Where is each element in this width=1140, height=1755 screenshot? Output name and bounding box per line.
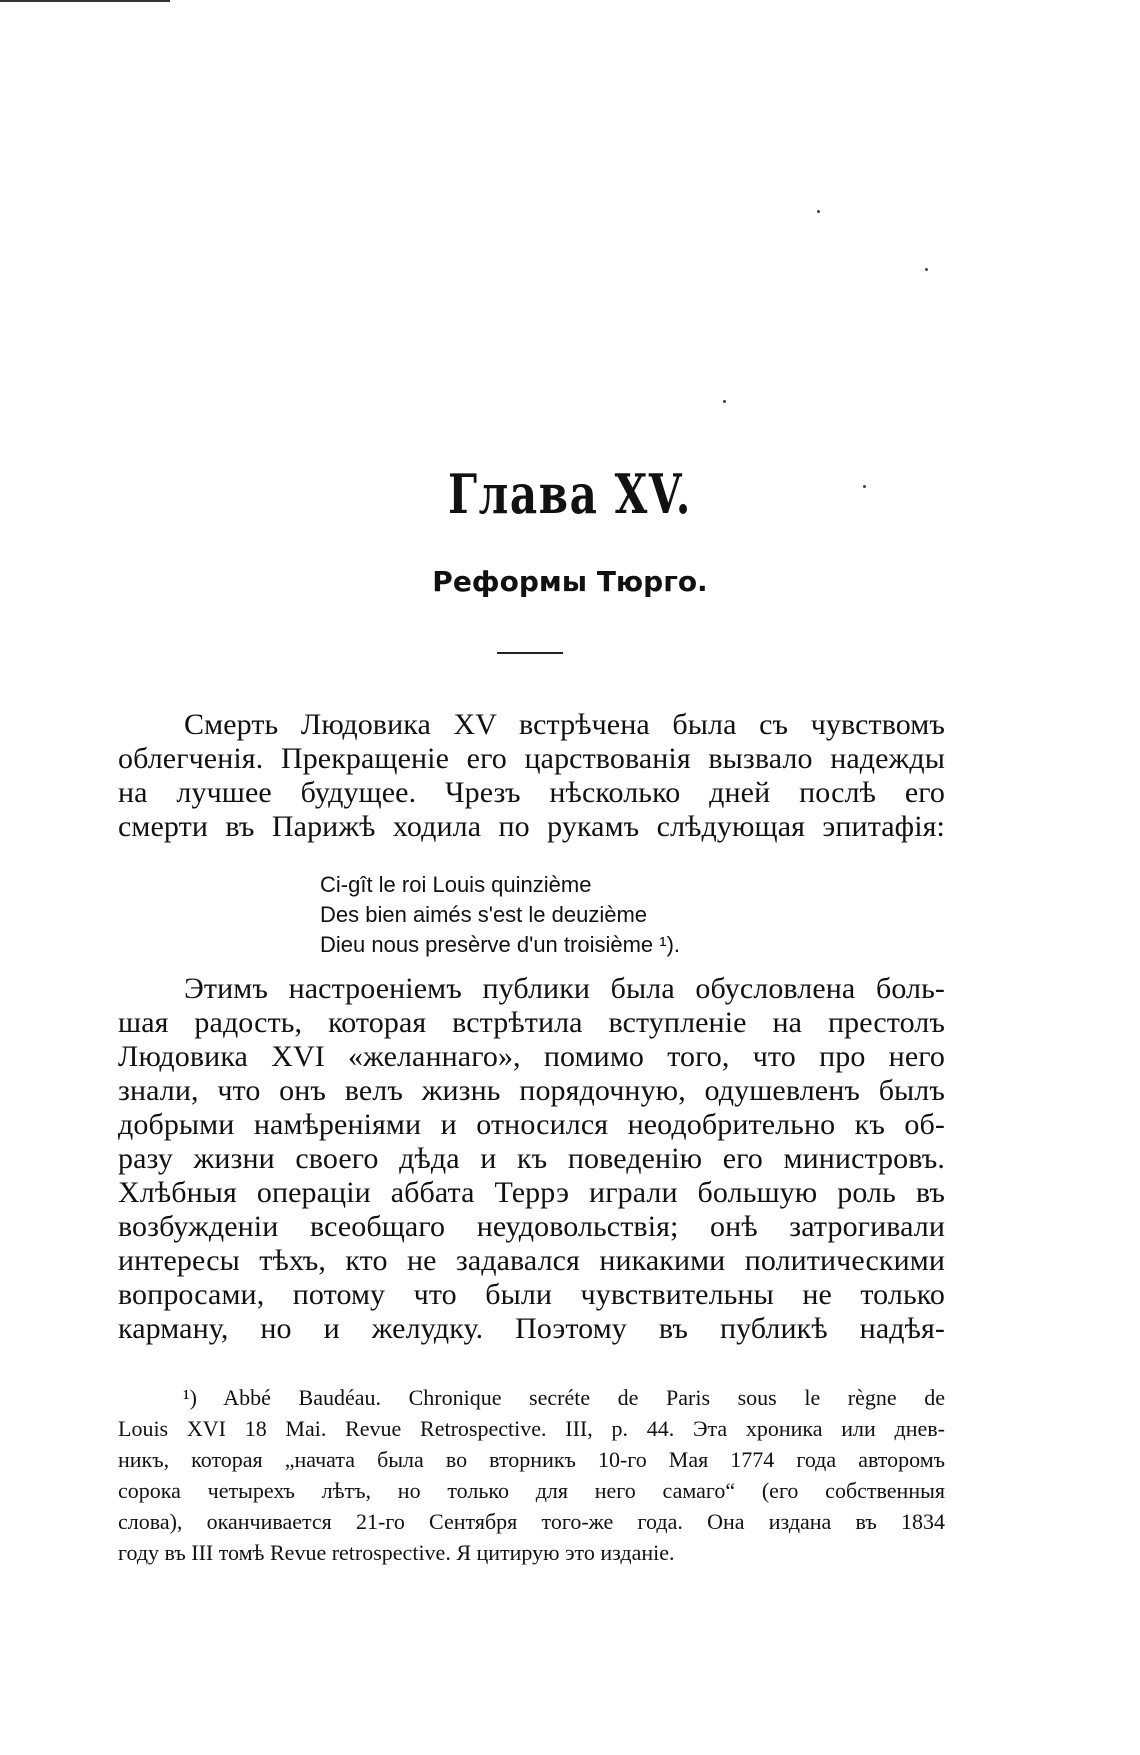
footnote-line: сорока четырехъ лѣтъ, но только для него самаго“ (его собственныя <box>118 1478 945 1503</box>
footnote-line: Louis XVI 18 Mai. Revue Retrospective. III, p. 44. Эта хроника или днев- <box>118 1416 945 1441</box>
paragraph-line: Хлѣбныя операціи аббата Террэ играли большую роль въ <box>118 1176 945 1209</box>
paragraph-2 <box>118 972 945 1346</box>
paragraph-line: карману, но и желудку. Поэтому въ публикѣ надѣя- <box>118 1312 945 1345</box>
title-divider <box>497 652 563 654</box>
paragraph-line: шая радость, которая встрѣтила вступленіе на престолъ <box>118 1006 945 1039</box>
paragraph-line: знали, что онъ велъ жизнь порядочную, одушевленъ былъ <box>118 1074 945 1107</box>
paragraph-line: Этимъ настроеніемъ публики была обусловлена боль- <box>184 972 945 1005</box>
verse-line: Ci-gît le roi Louis quinzième <box>320 872 592 897</box>
paragraph-line: возбужденіи всеобщаго неудовольствія; онѣ затрогивали <box>118 1210 945 1243</box>
chapter-title: Глава XV. <box>448 462 692 526</box>
top-edge-rule <box>0 0 170 2</box>
paragraph-line: интересы тѣхъ, кто не задавался никакими политическими <box>118 1244 945 1277</box>
epitaph-verse <box>320 870 680 960</box>
paragraph-1 <box>118 708 945 844</box>
paragraph-line: разу жизни своего дѣда и къ поведенію его министровъ. <box>118 1142 945 1175</box>
footnote-line: году въ III томѣ Revue retrospective. Я цитирую это изданіе. <box>118 1540 675 1565</box>
verse-line: Dieu nous presèrve d'un troisième ¹). <box>320 932 681 957</box>
paragraph-line: Смерть Людовика XV встрѣчена была съ чувствомъ <box>184 708 945 741</box>
paragraph-line: на лучшее будущее. Чрезъ нѣсколько дней послѣ его <box>118 776 945 809</box>
chapter-subtitle: Реформы Тюрго. <box>432 565 708 598</box>
paragraph-line: смерти въ Парижѣ ходила по рукамъ слѣдующая эпитафія: <box>118 810 945 843</box>
paragraph-line: облегченія. Прекращеніе его царствованія вызвало надежды <box>118 742 945 775</box>
footnote <box>118 1382 945 1568</box>
paragraph-line: добрыми намѣреніями и относился неодобрительно къ об- <box>118 1108 945 1141</box>
footnote-line: ¹) Abbé Baudéau. Chronique secréte de Paris sous le règne de <box>183 1385 945 1410</box>
verse-line: Des bien aimés s'est le deuzième <box>320 902 648 927</box>
paragraph-line: вопросами, потому что были чувствительны не только <box>118 1278 945 1311</box>
footnote-line: слова), оканчивается 21-го Сентября того-же года. Она издана въ 1834 <box>118 1509 945 1534</box>
paragraph-line: Людовика XVI «желаннаго», помимо того, что про него <box>118 1040 945 1073</box>
footnote-line: никъ, которая „начата была во вторникъ 10-го Мая 1774 года авторомъ <box>118 1447 945 1472</box>
